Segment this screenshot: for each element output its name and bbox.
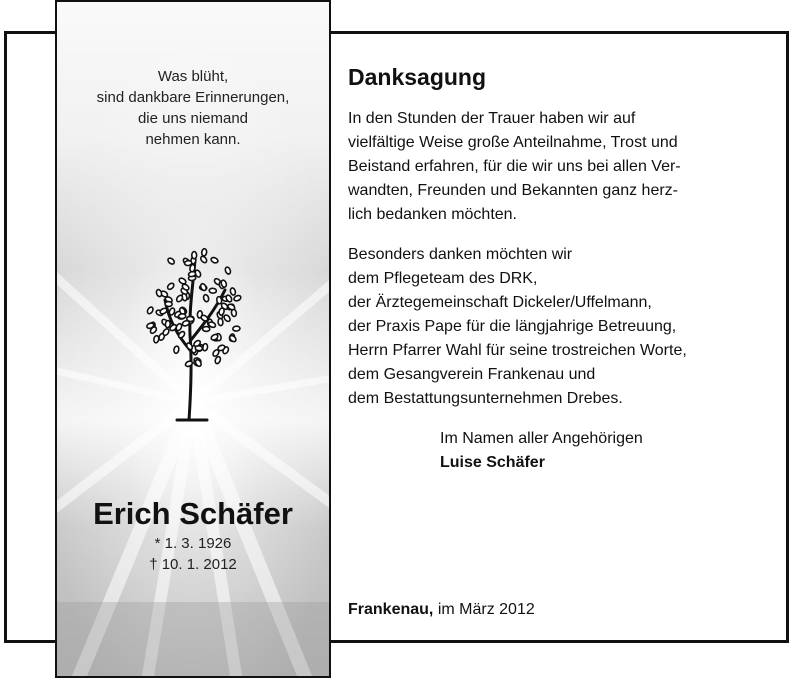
deceased-name: Erich Schäfer: [93, 496, 293, 531]
text-line: dem Bestattungsunternehmen Drebes.: [348, 390, 623, 407]
leaf: [230, 287, 237, 295]
leaf: [165, 320, 171, 328]
leaf: [203, 294, 210, 302]
paragraph-special-thanks: [348, 243, 778, 411]
leaf: [178, 313, 186, 318]
place-date-line: [348, 598, 535, 622]
signature-name: Luise Schäfer: [440, 454, 545, 471]
motto-line: Was blüht,: [157, 68, 229, 85]
leaf: [156, 289, 163, 297]
motto-line: die uns niemand: [137, 110, 249, 127]
thank-you-text: [348, 62, 778, 475]
leaf: [209, 288, 217, 293]
text-line: lich bedanken möchten.: [348, 206, 517, 223]
text-line: Beistand erfahren, für die wir uns bei allen Ver-: [348, 158, 681, 175]
death-date: † 10. 1. 2012: [149, 556, 237, 573]
text-line: Besonders danken möchten wir: [348, 246, 573, 263]
leaf: [233, 326, 241, 331]
notice-date: im März 2012: [437, 601, 535, 618]
leaf: [153, 335, 159, 343]
leaf: [224, 266, 231, 274]
leaf: [166, 282, 175, 290]
leaf: [210, 256, 219, 263]
memorial-photo-panel: [55, 0, 331, 678]
leaf: [167, 257, 176, 265]
motto-line: sind dankbare Erinnerungen,: [96, 89, 290, 106]
leaf: [195, 345, 203, 351]
leaf: [175, 323, 183, 332]
leaf: [216, 296, 222, 304]
leaf: [173, 346, 179, 354]
paragraph-thanks: [348, 107, 778, 227]
leaf: [165, 301, 173, 306]
leaf: [192, 252, 197, 259]
birth-date: * 1. 3. 1926: [154, 535, 232, 552]
leaf: [159, 307, 168, 315]
text-line: vielfältige Weise große Anteilnahme, Trost und: [348, 134, 678, 151]
leaf: [146, 306, 154, 315]
text-line: wandten, Freunden und Bekannten ganz herz-: [348, 182, 679, 199]
text-line: dem Gesangverein Frankenau und: [348, 366, 596, 383]
motto-line: nehmen kann.: [145, 131, 241, 148]
text-line: dem Pflegeteam des DRK,: [348, 270, 538, 287]
place-name: Frankenau,: [348, 601, 434, 618]
leaf: [201, 248, 207, 256]
memorial-motto: [57, 66, 329, 150]
leaf: [218, 308, 224, 316]
leaf: [175, 294, 183, 303]
leaf: [218, 318, 224, 326]
signature-line: Im Namen aller Angehörigen: [440, 430, 643, 447]
leaf: [162, 328, 170, 337]
leaf: [223, 314, 231, 323]
deceased-block: [57, 495, 329, 575]
leaf: [229, 334, 238, 342]
notice-heading: Danksagung: [348, 64, 487, 90]
signature-block: [348, 427, 778, 475]
tree-icon: [137, 240, 252, 425]
leaf: [184, 260, 192, 266]
leaf: [186, 342, 194, 351]
leaf: [200, 255, 208, 264]
text-line: Herrn Pfarrer Wahl für seine trostreichen Worte,: [348, 342, 687, 359]
leaf: [186, 316, 194, 322]
text-line: der Praxis Pape für die längjahrige Betreuung,: [348, 318, 677, 335]
text-line: der Ärztegemeinschaft Dickeler/Uffelmann,: [348, 294, 652, 311]
leaf: [203, 327, 210, 332]
leaf: [177, 330, 185, 339]
text-line: In den Stunden der Trauer haben wir auf: [348, 110, 636, 127]
